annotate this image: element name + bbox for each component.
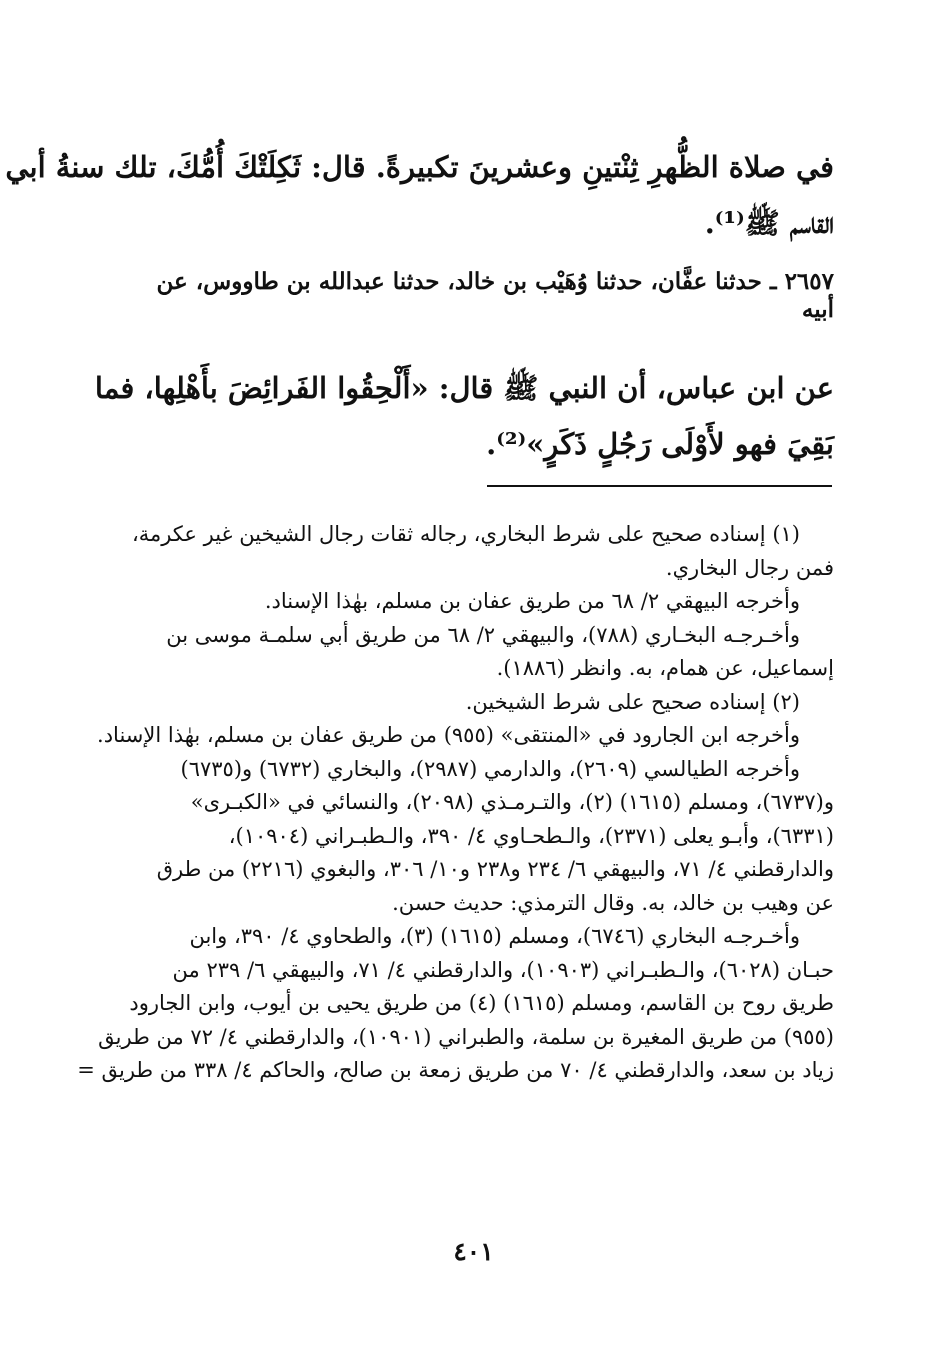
isnad-line: أبيه: [801, 296, 834, 323]
footnote-line: وأخرجه الطيالسي (٢٦٠٩)، والدارمي (٢٩٨٧)، والبخاري (٦٧٣٢) و(٦٧٣٥): [180, 756, 800, 781]
footnote-line: عن وهيب بن خالد، به. وقال الترمذي: حديث حسن.: [392, 890, 834, 915]
hadith-isnad: [132, 268, 834, 324]
footnote-line: (٩٥٥) من طريق المغيرة بن سلمة، والطبراني (١٠٩٠١)، والدارقطني ٤/ ٧٢ من طريق: [98, 1024, 834, 1049]
footnote-separator: [487, 485, 832, 487]
text-top-paragraph: [5, 139, 834, 251]
matn-line: عن ابن عباس، أن النبي ﷺ قال: «أَلْحِقُوا الفَرائِضَ بأَهْلِها، فما: [94, 371, 834, 405]
footnote-line: (٢) إسناده صحيح على شرط الشيخين.: [465, 689, 800, 714]
footnote-line: والدارقطني ٤/ ٧١، والبيهقي ٦/ ٢٣٤ و٢٣٨ و١٠/ ٣٠٦، والبغوي (٢٢١٦) من طرق: [156, 857, 834, 881]
page-number: ٤٠١: [453, 1237, 494, 1266]
footnote-line: و(٦٧٣٧)، ومسلم (١٦١٥) (٢)، والتـرمـذي (٢٠٩٨)، والنسائي في «الكبـرى»: [190, 790, 834, 814]
text-line: القاسم ﷺ⁽¹⁾.: [704, 206, 834, 240]
footnote-line: زياد بن سعد، والدارقطني ٤/ ٧٠ من طريق زمعة بن صالح، والحاكم ٤/ ٣٣٨ من طريق =: [77, 1058, 834, 1082]
hadith-number-line: ٢٦٥٧ ـ حدثنا عفَّان، حدثنا وُهَيْب بن خالد، حدثنا عبدالله بن طاووس، عن: [156, 268, 834, 295]
footnote-line: وأخـرجـه البخاري (٦٧٤٦)، ومسلم (١٦١٥) (٣)، والطحاوي ٤/ ٣٩٠، وابن: [189, 924, 800, 948]
footnote-line: وأخـرجـه البخـاري (٧٨٨)، والبيهقي ٢/ ٦٨ من طريق أبي سلمـة موسى بن: [166, 622, 800, 647]
text-line: في صلاة الظُّهرِ ثِنْتينِ وعشرينَ تكبيرةً. قال: ثَكِلَتْكَ أُمُّكَ، تلك سنةُ أبي: [5, 150, 834, 184]
footnote-line: طريق روح بن القاسم، ومسلم (١٦١٥) (٤) من طريق يحيى بن أيوب، وابن الجارود: [129, 991, 834, 1015]
footnote-line: حبـان (٦٠٢٨)، والـطبـراني (١٠٩٠٣)، والدارقطني ٤/ ٧١، والبيهقي ٦/ ٢٣٩ من: [172, 957, 834, 982]
footnotes: [77, 518, 834, 1088]
footnote-line: وأخرجه ابن الجارود في «المنتقى» (٩٥٥) من طريق عفان بن مسلم، بهٰذا الإسناد.: [97, 723, 800, 747]
footnote-line: (٦٣٣١)، وأبـو يعلى (٢٣٧١)، والـطحـاوي ٤/ ٣٩٠، والـطبـراني (١٠٩٠٤)،: [228, 823, 834, 848]
hadith-matn: [94, 360, 834, 472]
footnote-line: وأخرجه البيهقي ٢/ ٦٨ من طريق عفان بن مسلم، بهٰذا الإسناد.: [264, 589, 800, 613]
footnote-line: فمن رجال البخاري.: [665, 555, 834, 580]
footnote-line: (١) إسناده صحيح على شرط البخاري، رجاله ثقات رجال الشيخين غير عكرمة،: [131, 522, 800, 546]
matn-line: بَقِيَ فهو لأَوْلَى رَجُلٍ ذَكَرٍ»⁽²⁾.: [486, 427, 834, 461]
footnote-line: إسماعيل، عن همام، به. وانظر (١٨٨٦).: [496, 656, 834, 680]
